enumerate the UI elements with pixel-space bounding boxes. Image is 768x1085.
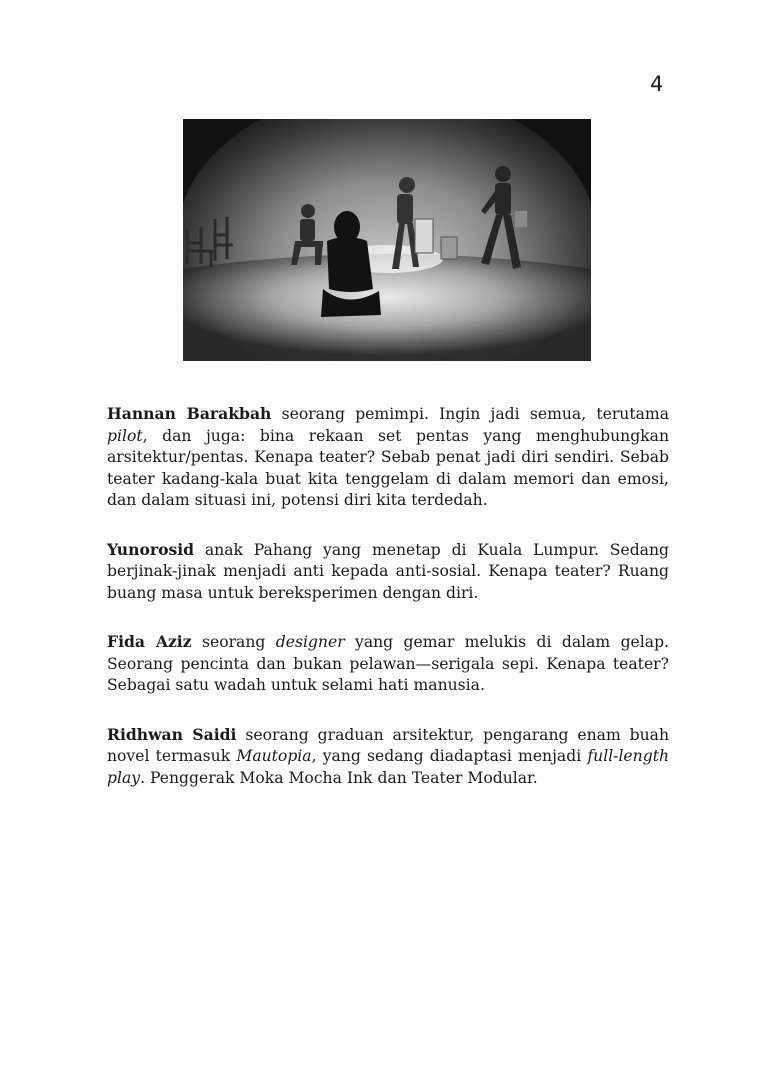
bio-name: Fida Aziz xyxy=(107,632,192,651)
bio-emphasis: full-length play xyxy=(107,747,669,787)
bio-emphasis: Mautopia xyxy=(236,747,312,765)
bio-name: Hannan Barakbah xyxy=(107,404,272,423)
bio-text: yang gemar melukis di dalam gelap. Seorang pencinta dan bukan pelawan—serigala sepi. Kenapa teater? Sebagai satu wadah untuk selami hati manusia. xyxy=(107,633,670,694)
bio-emphasis: designer xyxy=(275,633,345,651)
bio-list xyxy=(107,403,669,816)
bio-text: seorang graduan arsitektur, pengarang enam buah novel termasuk xyxy=(107,725,669,765)
bio-text: seorang xyxy=(191,633,276,651)
bio-name: Ridhwan Saidi xyxy=(107,724,237,744)
bio-name: Yunorosid xyxy=(107,539,195,559)
bio-paragraph xyxy=(107,403,669,512)
page-number: 4 xyxy=(650,72,664,96)
bio-emphasis: pilot xyxy=(107,426,143,445)
stage-photo xyxy=(183,119,591,361)
bio-text: seorang pemimpi. Ingin jadi semua, terutama xyxy=(271,405,669,423)
bio-text: , dan juga: bina rekaan set pentas yang menghubungkan arsitektur/pentas. Kenapa teater? Sebab penat jadi diri sendiri. Sebab teater kadang-kala buat kita tenggelam di dalam memori dan emosi, dan dalam situasi ini, potensi diri kita terdedah. xyxy=(107,426,669,509)
bio-paragraph xyxy=(107,539,669,605)
bio-text: . Penggerak Moka Mocha Ink dan Teater Modular. xyxy=(140,768,538,787)
bio-paragraph xyxy=(107,724,669,790)
bio-text: , yang sedang diadaptasi menjadi xyxy=(311,747,588,765)
bio-paragraph xyxy=(107,631,669,697)
bio-text: anak Pahang yang menetap di Kuala Lumpur. Sedang berjinak-jinak menjadi anti kepada anti-sosial. Kenapa teater? Ruang buang masa untuk bereksperimen dengan diri. xyxy=(107,540,669,602)
